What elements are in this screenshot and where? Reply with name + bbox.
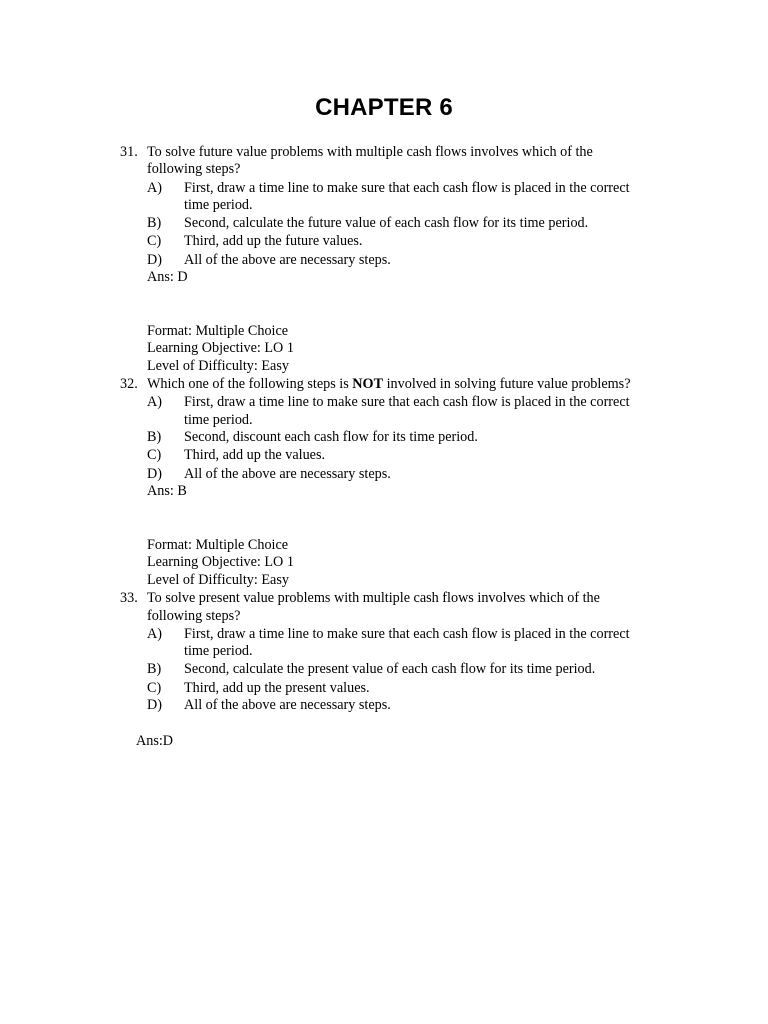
question-32-format: Format: Multiple Choice: [147, 537, 289, 553]
question-33-option-a-line-2: time period.: [184, 643, 253, 659]
question-32-difficulty: Level of Difficulty: Easy: [147, 572, 289, 588]
question-33-option-a-letter: A): [147, 626, 162, 642]
question-31-option-a-line-2: time period.: [184, 197, 253, 213]
question-31-option-a-letter: A): [147, 180, 162, 196]
question-33-option-d-letter: D): [147, 697, 162, 713]
question-33-option-c-letter: C): [147, 680, 162, 696]
question-31-number: 31.: [120, 144, 138, 160]
question-32-number: 32.: [120, 376, 138, 392]
question-31-option-d-text: All of the above are necessary steps.: [184, 252, 391, 268]
question-33-option-b-text: Second, calculate the present value of each cash flow for its time period.: [184, 661, 596, 677]
question-32-option-a-line-2: time period.: [184, 412, 253, 428]
question-32-option-d-letter: D): [147, 466, 162, 482]
question-32-text-post: involved in solving future value problems?: [383, 376, 631, 392]
question-32-text-pre: Which one of the following steps is: [147, 376, 353, 392]
question-32-option-c-letter: C): [147, 447, 162, 463]
question-31-learning-objective: Learning Objective: LO 1: [147, 340, 294, 356]
question-32-text: [147, 375, 631, 393]
question-33-option-a-line-1: First, draw a time line to make sure that each cash flow is placed in the correct: [184, 626, 630, 642]
question-31-text-line-1: To solve future value problems with multiple cash flows involves which of the: [147, 144, 593, 160]
question-32-option-b-text: Second, discount each cash flow for its time period.: [184, 429, 478, 445]
question-32-answer: Ans: B: [147, 483, 187, 499]
question-33-number: 33.: [120, 590, 138, 606]
chapter-title: CHAPTER 6: [315, 94, 453, 121]
question-31-option-c-letter: C): [147, 233, 162, 249]
question-31-option-b-letter: B): [147, 215, 162, 231]
question-31-option-a-line-1: First, draw a time line to make sure that each cash flow is placed in the correct: [184, 180, 630, 196]
question-32-option-a-letter: A): [147, 394, 162, 410]
question-32-option-b-letter: B): [147, 429, 162, 445]
question-31-format: Format: Multiple Choice: [147, 323, 289, 339]
question-33-answer: Ans:D: [136, 733, 174, 749]
question-32-option-c-text: Third, add up the values.: [184, 447, 326, 463]
question-32-option-a-line-1: First, draw a time line to make sure that each cash flow is placed in the correct: [184, 394, 630, 410]
question-33-text-line-2: following steps?: [147, 608, 241, 624]
question-32-option-d-text: All of the above are necessary steps.: [184, 466, 391, 482]
question-32-learning-objective: Learning Objective: LO 1: [147, 554, 294, 570]
question-31-answer: Ans: D: [147, 269, 188, 285]
question-33-option-d-text: All of the above are necessary steps.: [184, 697, 391, 713]
question-33-option-c-text: Third, add up the present values.: [184, 680, 370, 696]
question-33-text-line-1: To solve present value problems with multiple cash flows involves which of the: [147, 590, 600, 606]
question-31-text-line-2: following steps?: [147, 161, 241, 177]
question-32-text-emphasis: NOT: [352, 376, 384, 392]
question-31-option-d-letter: D): [147, 252, 162, 268]
question-33-option-b-letter: B): [147, 661, 162, 677]
question-31-option-c-text: Third, add up the future values.: [184, 233, 363, 249]
question-31-option-b-text: Second, calculate the future value of each cash flow for its time period.: [184, 215, 589, 231]
question-31-difficulty: Level of Difficulty: Easy: [147, 358, 289, 374]
